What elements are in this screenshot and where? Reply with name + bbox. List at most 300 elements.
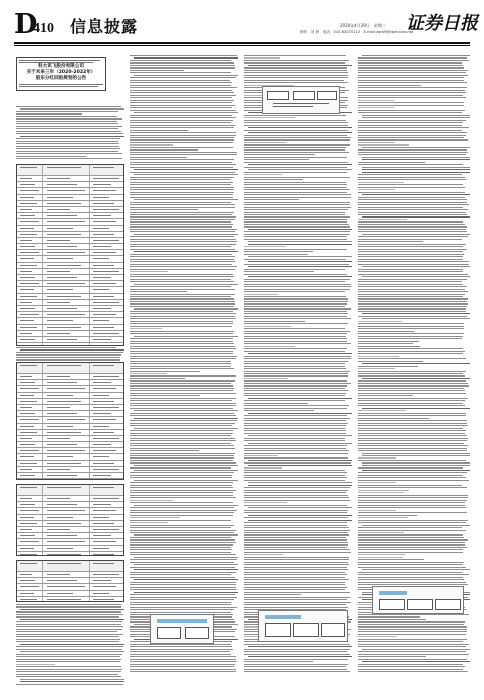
text-line bbox=[244, 582, 345, 583]
table-cell bbox=[20, 308, 35, 309]
table-cell bbox=[20, 271, 31, 272]
table-cell bbox=[20, 469, 31, 470]
table-cell bbox=[93, 535, 111, 536]
text-line bbox=[358, 122, 463, 123]
text-line bbox=[358, 577, 463, 578]
text-line bbox=[244, 532, 348, 533]
table-cell bbox=[47, 333, 70, 334]
text-line bbox=[130, 515, 233, 516]
text-line bbox=[244, 659, 348, 660]
table-cell bbox=[93, 277, 111, 278]
text-line bbox=[244, 199, 299, 200]
table-cell bbox=[47, 203, 81, 204]
text-line bbox=[130, 239, 236, 240]
text-line bbox=[130, 517, 180, 518]
text-line bbox=[244, 428, 345, 429]
text-line bbox=[362, 462, 470, 463]
text-line bbox=[130, 294, 235, 295]
text-line bbox=[130, 303, 235, 304]
table-cell bbox=[47, 277, 78, 278]
table-cell bbox=[93, 599, 113, 600]
text-line bbox=[248, 507, 352, 508]
text-line bbox=[358, 626, 467, 627]
table-cell bbox=[20, 365, 37, 366]
table-cell bbox=[93, 178, 118, 179]
table-cell bbox=[93, 215, 111, 216]
text-line bbox=[130, 179, 230, 180]
text-line bbox=[20, 651, 124, 652]
text-line bbox=[130, 609, 234, 610]
text-line bbox=[244, 649, 350, 650]
table-cell bbox=[47, 228, 74, 229]
text-line bbox=[358, 656, 426, 657]
text-line bbox=[358, 629, 467, 630]
table-cell bbox=[47, 535, 78, 536]
text-line bbox=[244, 405, 349, 406]
text-line bbox=[244, 423, 348, 424]
text-line bbox=[244, 328, 345, 329]
text-line bbox=[358, 636, 397, 637]
text-line bbox=[130, 554, 236, 555]
table-cell bbox=[93, 475, 111, 476]
text-line bbox=[16, 153, 122, 154]
text-line bbox=[358, 127, 469, 128]
text-line bbox=[130, 589, 237, 590]
text-line bbox=[130, 184, 231, 185]
text-line bbox=[358, 482, 396, 483]
table-cell bbox=[93, 382, 111, 383]
text-line bbox=[130, 380, 235, 381]
text-line bbox=[244, 154, 315, 155]
text-line bbox=[16, 661, 120, 662]
text-line bbox=[130, 269, 235, 270]
text-line bbox=[244, 492, 346, 493]
text-line bbox=[244, 67, 347, 68]
text-line bbox=[244, 587, 347, 588]
text-line bbox=[244, 549, 350, 550]
text-line bbox=[20, 619, 124, 620]
table-cell bbox=[20, 296, 37, 297]
text-line bbox=[244, 251, 313, 252]
text-line bbox=[248, 443, 352, 444]
text-line bbox=[244, 291, 345, 292]
text-line bbox=[358, 75, 468, 76]
text-line bbox=[358, 641, 463, 642]
text-line bbox=[358, 221, 463, 222]
table-cell bbox=[47, 376, 70, 377]
table-cell bbox=[47, 395, 74, 396]
table-cell bbox=[93, 593, 108, 594]
text-line bbox=[130, 400, 232, 401]
text-line bbox=[244, 281, 345, 282]
text-line bbox=[134, 465, 238, 466]
text-line bbox=[358, 527, 462, 528]
text-line bbox=[358, 457, 396, 458]
text-line bbox=[244, 462, 351, 463]
text-line bbox=[358, 534, 463, 535]
table-cell bbox=[93, 541, 116, 542]
text-line bbox=[130, 130, 188, 131]
text-line bbox=[244, 55, 346, 56]
text-line bbox=[358, 654, 469, 655]
text-line bbox=[244, 671, 350, 672]
text-line bbox=[244, 254, 308, 255]
text-line bbox=[130, 90, 232, 91]
text-line bbox=[130, 395, 200, 396]
text-line bbox=[358, 331, 414, 332]
table-cell bbox=[93, 296, 113, 297]
text-line bbox=[248, 520, 352, 521]
text-line bbox=[362, 313, 470, 314]
text-line bbox=[362, 453, 470, 454]
text-line bbox=[130, 435, 231, 436]
table-cell bbox=[47, 599, 81, 600]
text-line bbox=[244, 289, 350, 290]
text-line bbox=[358, 244, 466, 245]
text-line bbox=[358, 303, 468, 304]
text-line bbox=[130, 214, 232, 215]
text-line bbox=[130, 221, 231, 222]
table-cell bbox=[20, 345, 39, 346]
text-line bbox=[130, 254, 232, 255]
text-line bbox=[20, 644, 124, 645]
text-line bbox=[358, 393, 466, 394]
text-line bbox=[16, 151, 118, 152]
text-line bbox=[358, 251, 463, 252]
text-line bbox=[362, 234, 470, 235]
table-cell bbox=[93, 395, 108, 396]
text-line bbox=[358, 72, 466, 73]
text-line bbox=[130, 338, 233, 339]
table-cell bbox=[20, 246, 35, 247]
text-line bbox=[134, 470, 238, 471]
table-cell bbox=[20, 197, 33, 198]
text-line bbox=[358, 450, 467, 451]
text-line bbox=[244, 433, 346, 434]
text-line bbox=[244, 450, 349, 451]
text-line bbox=[248, 413, 352, 414]
text-line bbox=[16, 352, 123, 353]
text-line bbox=[134, 112, 238, 113]
text-line bbox=[358, 182, 404, 183]
section-name: 信息披露 bbox=[70, 17, 139, 36]
text-line bbox=[358, 510, 396, 511]
text-line bbox=[244, 269, 345, 270]
text-line bbox=[362, 455, 470, 456]
text-line bbox=[358, 137, 464, 138]
text-line bbox=[244, 438, 345, 439]
text-line bbox=[244, 80, 344, 81]
text-line bbox=[358, 547, 467, 548]
table-cell bbox=[93, 529, 118, 530]
text-line bbox=[244, 77, 348, 78]
text-line bbox=[362, 147, 470, 148]
text-line bbox=[130, 477, 232, 478]
text-line bbox=[358, 507, 466, 508]
text-line bbox=[16, 639, 120, 640]
table-cell bbox=[20, 289, 33, 290]
text-line bbox=[244, 303, 347, 304]
text-line bbox=[16, 606, 121, 607]
text-line bbox=[130, 453, 235, 454]
text-line bbox=[130, 85, 231, 86]
table-cell bbox=[20, 438, 31, 439]
text-line bbox=[358, 164, 463, 165]
text-line bbox=[130, 249, 235, 250]
text-line bbox=[358, 532, 404, 533]
table-cell bbox=[47, 271, 70, 272]
table-cell bbox=[47, 438, 70, 439]
article-title-line-2: 关于未来三年（2020-2022年） bbox=[26, 70, 96, 76]
text-line bbox=[358, 574, 469, 575]
table-cell bbox=[47, 450, 85, 451]
text-line bbox=[358, 301, 467, 302]
table-cell bbox=[93, 580, 111, 581]
table-cell bbox=[47, 197, 74, 198]
text-line bbox=[130, 353, 233, 354]
text-line bbox=[244, 219, 347, 220]
text-line bbox=[130, 202, 231, 203]
text-line bbox=[130, 574, 231, 575]
text-line bbox=[244, 592, 350, 593]
text-line bbox=[16, 624, 121, 625]
text-line bbox=[16, 111, 118, 112]
table-cell bbox=[47, 523, 81, 524]
text-line bbox=[244, 286, 351, 287]
text-line bbox=[16, 614, 123, 615]
table-cell bbox=[20, 517, 33, 518]
text-line bbox=[362, 216, 470, 217]
text-line bbox=[130, 398, 236, 399]
table-cell bbox=[20, 395, 33, 396]
text-line bbox=[358, 554, 405, 555]
text-line bbox=[130, 102, 232, 103]
text-line bbox=[130, 385, 233, 386]
table-cell bbox=[20, 475, 35, 476]
text-line bbox=[130, 661, 237, 662]
text-line bbox=[130, 405, 236, 406]
text-line bbox=[358, 485, 462, 486]
text-line bbox=[244, 400, 345, 401]
text-line bbox=[362, 266, 470, 267]
text-line bbox=[362, 117, 470, 118]
newspaper-logo: 证券日报 bbox=[406, 13, 478, 34]
text-line bbox=[358, 445, 468, 446]
text-line bbox=[130, 236, 234, 237]
text-line bbox=[358, 420, 467, 421]
text-line bbox=[130, 316, 235, 317]
text-line bbox=[362, 318, 470, 319]
text-line bbox=[358, 70, 468, 71]
text-line bbox=[244, 341, 347, 342]
text-line bbox=[358, 291, 468, 292]
flowchart-figure-1 bbox=[262, 86, 340, 114]
text-line bbox=[358, 226, 467, 227]
text-line bbox=[16, 611, 121, 612]
table-cell bbox=[20, 535, 35, 536]
text-line bbox=[358, 224, 465, 225]
table-cell bbox=[47, 302, 70, 303]
text-line bbox=[130, 443, 231, 444]
text-line bbox=[130, 157, 187, 158]
text-line bbox=[130, 607, 237, 608]
text-line bbox=[358, 552, 463, 553]
text-line bbox=[130, 495, 233, 496]
text-line bbox=[244, 194, 351, 195]
text-line bbox=[358, 530, 466, 531]
table-row bbox=[17, 363, 123, 374]
table-cell bbox=[47, 246, 78, 247]
table-cell bbox=[93, 407, 118, 408]
text-line bbox=[358, 187, 465, 188]
text-line bbox=[130, 127, 234, 128]
text-line bbox=[358, 410, 406, 411]
text-line bbox=[130, 490, 236, 491]
text-line bbox=[244, 239, 347, 240]
text-line bbox=[130, 393, 236, 394]
text-line bbox=[16, 158, 122, 159]
table-cell bbox=[47, 308, 78, 309]
text-line bbox=[244, 221, 347, 222]
text-line bbox=[130, 559, 237, 560]
text-line bbox=[358, 326, 464, 327]
text-line bbox=[130, 279, 231, 280]
text-line bbox=[130, 212, 234, 213]
text-line bbox=[130, 115, 232, 116]
text-line bbox=[248, 353, 352, 354]
text-line bbox=[244, 664, 348, 665]
text-line bbox=[358, 80, 464, 81]
text-line bbox=[244, 177, 350, 178]
table-cell bbox=[20, 258, 33, 259]
text-line bbox=[130, 649, 233, 650]
text-line bbox=[358, 512, 467, 513]
text-line bbox=[244, 572, 345, 573]
table-cell bbox=[47, 388, 85, 389]
table-cell bbox=[93, 498, 118, 499]
text-line bbox=[358, 671, 468, 672]
text-line bbox=[358, 311, 466, 312]
text-line bbox=[130, 244, 236, 245]
table-cell bbox=[47, 167, 81, 168]
text-line bbox=[130, 599, 234, 600]
text-line bbox=[358, 125, 462, 126]
text-line bbox=[244, 152, 349, 153]
text-line bbox=[244, 343, 351, 344]
text-line bbox=[248, 515, 352, 516]
table-cell bbox=[47, 365, 81, 366]
text-line bbox=[244, 480, 345, 481]
table-cell bbox=[47, 580, 78, 581]
text-line bbox=[244, 559, 349, 560]
text-line bbox=[244, 554, 283, 555]
text-line bbox=[358, 495, 468, 496]
text-line bbox=[244, 212, 345, 213]
text-line bbox=[130, 321, 233, 322]
text-line bbox=[358, 380, 466, 381]
text-line bbox=[130, 172, 235, 173]
text-line bbox=[358, 413, 466, 414]
text-line bbox=[244, 172, 347, 173]
text-line bbox=[244, 393, 346, 394]
text-line bbox=[130, 95, 236, 96]
table-cell bbox=[20, 426, 33, 427]
text-line bbox=[244, 525, 347, 526]
text-line bbox=[358, 651, 466, 652]
text-line bbox=[358, 477, 466, 478]
text-line bbox=[16, 636, 119, 637]
table-cell bbox=[93, 308, 111, 309]
text-line bbox=[16, 659, 121, 660]
text-line bbox=[244, 487, 350, 488]
text-line bbox=[244, 57, 280, 58]
text-line bbox=[244, 557, 349, 558]
table-cell bbox=[93, 246, 111, 247]
table-cell bbox=[47, 283, 85, 284]
text-line bbox=[358, 269, 463, 270]
text-line bbox=[358, 189, 395, 190]
text-line bbox=[248, 127, 352, 128]
text-line bbox=[358, 438, 468, 439]
text-line bbox=[358, 390, 465, 391]
text-line bbox=[130, 383, 231, 384]
text-line bbox=[362, 661, 470, 662]
text-line bbox=[130, 107, 232, 108]
text-line bbox=[244, 517, 348, 518]
text-line bbox=[130, 333, 233, 334]
text-line bbox=[244, 157, 347, 158]
text-line bbox=[244, 182, 346, 183]
text-line bbox=[358, 373, 463, 374]
text-line bbox=[130, 194, 233, 195]
text-line bbox=[244, 395, 345, 396]
text-line bbox=[244, 584, 345, 585]
text-line bbox=[358, 152, 468, 153]
table-cell bbox=[20, 203, 37, 204]
text-line bbox=[358, 90, 465, 91]
text-line bbox=[358, 294, 465, 295]
text-line bbox=[130, 137, 234, 138]
text-line bbox=[358, 256, 463, 257]
text-line bbox=[358, 614, 469, 615]
text-line bbox=[244, 249, 347, 250]
text-line bbox=[244, 187, 347, 188]
text-line bbox=[130, 167, 233, 168]
text-line bbox=[16, 604, 121, 605]
text-line bbox=[16, 141, 118, 142]
text-line bbox=[130, 77, 236, 78]
text-line bbox=[244, 455, 278, 456]
text-line bbox=[130, 296, 231, 297]
text-line bbox=[358, 405, 465, 406]
text-line bbox=[244, 527, 349, 528]
table-cell bbox=[47, 541, 85, 542]
column-3-body bbox=[244, 55, 352, 688]
text-line bbox=[244, 522, 347, 523]
text-line bbox=[130, 594, 235, 595]
text-line bbox=[130, 375, 236, 376]
text-line bbox=[248, 646, 352, 647]
text-line bbox=[358, 544, 465, 545]
text-line bbox=[130, 356, 237, 357]
text-line bbox=[244, 564, 349, 565]
table-row bbox=[17, 561, 123, 572]
table-row bbox=[17, 343, 123, 346]
text-line bbox=[244, 418, 350, 419]
text-line bbox=[358, 323, 464, 324]
text-line bbox=[244, 599, 347, 600]
table-cell bbox=[93, 283, 116, 284]
